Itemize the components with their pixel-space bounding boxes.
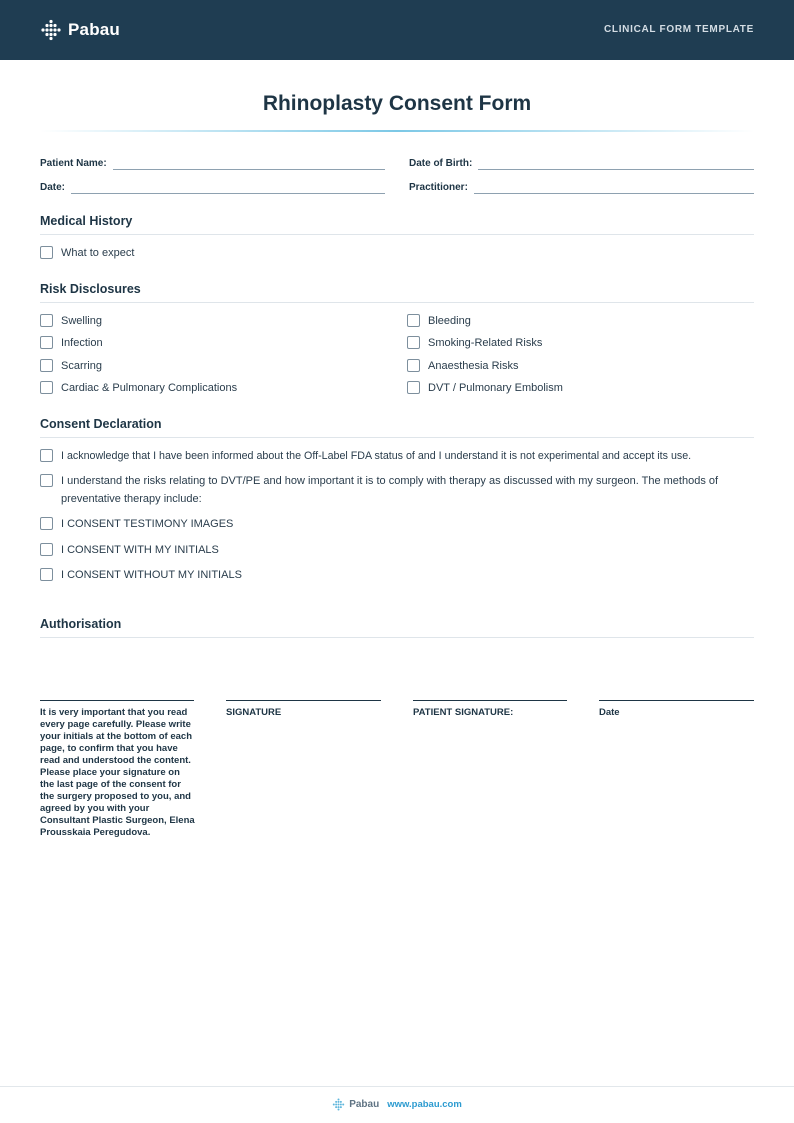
checkbox-icon[interactable] [40, 449, 53, 462]
checkbox-dvt-embolism[interactable] [407, 379, 563, 397]
checkbox-smoking-risks[interactable] [407, 334, 542, 352]
date-signature-label: Date [599, 707, 620, 718]
brand-name: Pabau [68, 20, 121, 39]
patient-name-field[interactable] [40, 156, 385, 170]
checkbox-icon[interactable] [40, 246, 53, 259]
checkbox-infection[interactable] [40, 334, 103, 352]
practitioner-line[interactable] [474, 184, 754, 194]
pabau-logo-icon [332, 1098, 345, 1111]
checkbox-icon[interactable] [407, 314, 420, 327]
date-line[interactable] [71, 184, 385, 194]
checkbox-anaesthesia-risks[interactable] [407, 357, 519, 375]
checkbox-icon[interactable] [40, 381, 53, 394]
signature-line[interactable] [226, 700, 381, 701]
checkbox-off-label-fda[interactable] [40, 447, 760, 465]
checkbox-icon[interactable] [40, 336, 53, 349]
footer [0, 1098, 794, 1111]
checkbox-label: I understand the risks relating to DVT/PE and how important it is to comply with therapy as discussed with my surgeon. The methods of preventative therapy include: [61, 475, 719, 505]
checkbox-label: I acknowledge that I have been informed about the Off-Label FDA status of and I understand it is not experimental and accept its use. [61, 450, 692, 462]
checkbox-dvt-pe-therapy[interactable] [40, 472, 754, 508]
patient-signature-label: PATIENT SIGNATURE: [413, 707, 514, 718]
checkbox-without-initials[interactable] [40, 566, 242, 584]
section-divider [40, 637, 754, 638]
date-of-birth-label: Date of Birth: [409, 158, 473, 169]
checkbox-cardiac-pulmonary[interactable] [40, 379, 237, 397]
practitioner-field[interactable] [409, 180, 754, 194]
section-divider [40, 437, 754, 438]
checkbox-label: Scarring [61, 360, 102, 372]
section-divider [40, 234, 754, 235]
checkbox-with-initials[interactable] [40, 541, 219, 559]
title-divider [40, 130, 754, 132]
checkbox-icon[interactable] [40, 517, 53, 530]
checkbox-label: I CONSENT WITH MY INITIALS [61, 544, 219, 556]
pabau-logo-icon [40, 19, 62, 41]
patient-signature-line[interactable] [413, 700, 567, 701]
checkbox-icon[interactable] [407, 336, 420, 349]
authorisation-heading: Authorisation [40, 617, 122, 631]
checkbox-what-to-expect[interactable] [40, 244, 134, 262]
risk-disclosures-heading: Risk Disclosures [40, 282, 141, 296]
date-of-birth-field[interactable] [409, 156, 754, 170]
checkbox-icon[interactable] [40, 543, 53, 556]
checkbox-label: I CONSENT WITHOUT MY INITIALS [61, 569, 242, 581]
checkbox-scarring[interactable] [40, 357, 102, 375]
brand-logo[interactable] [40, 19, 120, 41]
patient-name-line[interactable] [113, 160, 385, 170]
checkbox-label: Bleeding [428, 315, 471, 327]
checkbox-label: What to expect [61, 247, 135, 259]
checkbox-label: Infection [61, 337, 103, 349]
checkbox-swelling[interactable] [40, 312, 102, 330]
practitioner-label: Practitioner: [409, 182, 468, 193]
checkbox-bleeding[interactable] [407, 312, 471, 330]
patient-name-label: Patient Name: [40, 158, 107, 169]
checkbox-label: Cardiac & Pulmonary Complications [61, 382, 238, 394]
template-label: CLINICAL FORM TEMPLATE [603, 24, 754, 35]
authorisation-note: It is very important that you read every page carefully. Please write your initials at the bottom of each page, to confirm that you have read and understood the content. Please place your signature on the last page of the consent for the surgery proposed to you, and agreed by you with your Consultant Plastic Surgeon, Elena Prousskaia Peregudova. [40, 707, 195, 838]
initials-signature-line[interactable] [40, 700, 194, 701]
section-divider [40, 302, 754, 303]
date-label: Date: [40, 182, 66, 193]
date-of-birth-line[interactable] [478, 160, 754, 170]
signature-label: SIGNATURE [226, 707, 282, 718]
footer-brand: Pabau [349, 1099, 380, 1110]
date-field[interactable] [40, 180, 385, 194]
footer-divider [0, 1086, 794, 1087]
checkbox-label: Smoking-Related Risks [428, 337, 543, 349]
form-title: Rhinoplasty Consent Form [262, 92, 532, 115]
checkbox-label: Swelling [61, 315, 102, 327]
checkbox-label: DVT / Pulmonary Embolism [428, 382, 563, 394]
checkbox-label: Anaesthesia Risks [428, 360, 519, 372]
date-signature-line[interactable] [599, 700, 754, 701]
medical-history-heading: Medical History [40, 214, 133, 228]
checkbox-icon[interactable] [40, 314, 53, 327]
checkbox-icon[interactable] [407, 359, 420, 372]
consent-declaration-heading: Consent Declaration [40, 417, 162, 431]
checkbox-icon[interactable] [40, 568, 53, 581]
checkbox-icon[interactable] [40, 359, 53, 372]
checkbox-icon[interactable] [40, 474, 53, 487]
checkbox-icon[interactable] [407, 381, 420, 394]
header-bar [0, 0, 794, 60]
footer-url-link[interactable]: www.pabau.com [387, 1099, 462, 1110]
checkbox-testimony-images[interactable] [40, 515, 233, 533]
checkbox-label: I CONSENT TESTIMONY IMAGES [61, 518, 234, 530]
